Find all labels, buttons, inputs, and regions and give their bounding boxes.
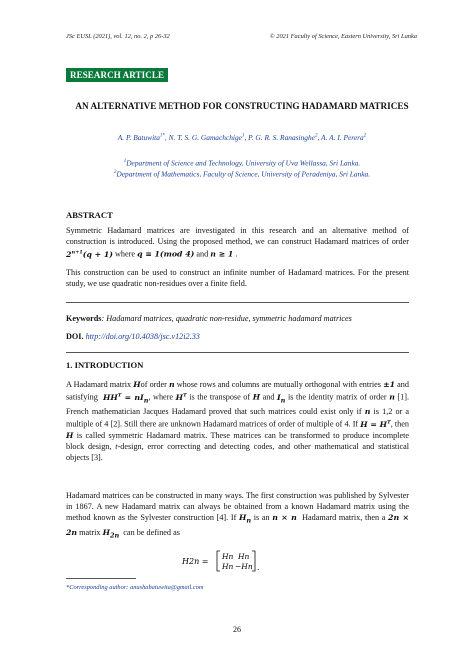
sylvester-matrix-equation bbox=[180, 548, 300, 574]
author-3: P. G. R. S. Ranasinghe$^2$ bbox=[248, 133, 318, 142]
abstract-divider bbox=[66, 302, 409, 303]
affiliations bbox=[66, 157, 418, 180]
introduction-paragraph-1: A Hadamard matrix Hof order n whose rows and columns are mutually orthogonal with entries ±1 and satisfying $HH^T = nI_n$, where $H^T$ is the transpose of H and $I_n$ is the identity matrix of order n [1]. French mathematician Jacques Hadamard proved that such matrices could exist only if n is 1,2 or a multiple of 4 [2]. Still there are unknown Hadamard matrices of order of multiple of 4. If $H = H^T$, then H is called symmetric Hadamard matrix. These matrices can be transformed to produce incomplete block design, t-design, error correcting and detecting codes, and other mathematical and statistical objects [3]. bbox=[66, 380, 410, 463]
sylvester-formula bbox=[180, 548, 300, 574]
author-2: N. T. S. G. Gamachchige$^1$ bbox=[168, 133, 245, 142]
keywords-text: : Hadamard matrices, quadratic non-residue, symmetric hadamard matrices bbox=[101, 314, 352, 323]
author-1: A. P. Batuwita$^{1*}$ bbox=[117, 133, 165, 142]
paper-title: AN ALTERNATIVE METHOD FOR CONSTRUCTING HADAMARD MATRICES bbox=[75, 101, 409, 111]
affiliation-1: $^1$Department of Science and Technology, University of Uva Wellassa, Sri Lanka. bbox=[123, 158, 361, 168]
doi-divider bbox=[66, 352, 409, 353]
abstract-paragraph-2: This construction can be used to construct an infinite number of Hadamard matrices. For the present study, we use quadratic non-residues over a finite field. bbox=[66, 268, 409, 289]
page-number: 26 bbox=[233, 625, 241, 634]
abstract-heading: ABSTRACT bbox=[66, 210, 113, 220]
running-header-right: © 2021 Faculty of Science, Eastern University, Sri Lanka bbox=[269, 33, 417, 40]
introduction-paragraph-2: Hadamard matrices can be constructed in many ways. The first construction was published by Sylvester in 1867. A new Hadamard matrix can always be obtained from a known Hadamard matrix using the method known as the Sylvester construction [4]. If $H_n$ is an n × n Hadamard matrix, then a 2n × 2n matrix $H_{2n}$ can be defined as bbox=[66, 491, 409, 540]
article-type-badge: RESEARCH ARTICLE bbox=[66, 68, 168, 82]
keywords-label: Keywords bbox=[66, 314, 102, 323]
running-header-left: JSc EUSL (2021), vol. 12, no. 2, p 26-32 bbox=[66, 33, 170, 40]
keywords-line bbox=[66, 313, 409, 324]
formula-lhs: H2n = bbox=[182, 557, 209, 566]
doi-label: DOI. bbox=[66, 332, 84, 341]
corresponding-author-footnote: *Corresponding author: anushabatuwita@gmail.com bbox=[66, 584, 204, 591]
doi-link[interactable]: http://doi.org/10.4038/jsc.v12i2.33 bbox=[85, 332, 200, 341]
left-bracket bbox=[217, 551, 220, 571]
matrix-r1c2: Hn bbox=[238, 552, 250, 561]
author-4: A. A. I. Perera$^2$ bbox=[321, 133, 367, 142]
matrix-r2c2: −Hn bbox=[235, 562, 253, 571]
matrix-r2c1: Hn bbox=[222, 562, 234, 571]
svg-text:.: . bbox=[257, 563, 260, 572]
doi-line bbox=[66, 331, 409, 342]
footnote-rule bbox=[66, 578, 136, 579]
abstract-paragraph-1: Symmetric Hadamard matrices are investigated in this research and an alternative method of construction is introduced. Using the proposed method, we can construct Hadamard matrices of order $2^{n+1}(q + 1)$ where q ≡ 1(mod 4) and n ≥ 1 . bbox=[66, 226, 409, 259]
affiliation-2: $^2$Department of Mathematics, Faculty of Science, University of Peradeniya, Sri Lanka. bbox=[113, 169, 371, 179]
matrix-r1c1: Hn bbox=[222, 552, 234, 561]
author-list: A. P. Batuwita$^{1*}$, N. T. S. G. Gamachchige$^1$, P. G. R. S. Ranasinghe$^2$, A. A. I. Perera$^2$ bbox=[117, 133, 367, 142]
introduction-heading: 1. INTRODUCTION bbox=[66, 360, 144, 370]
